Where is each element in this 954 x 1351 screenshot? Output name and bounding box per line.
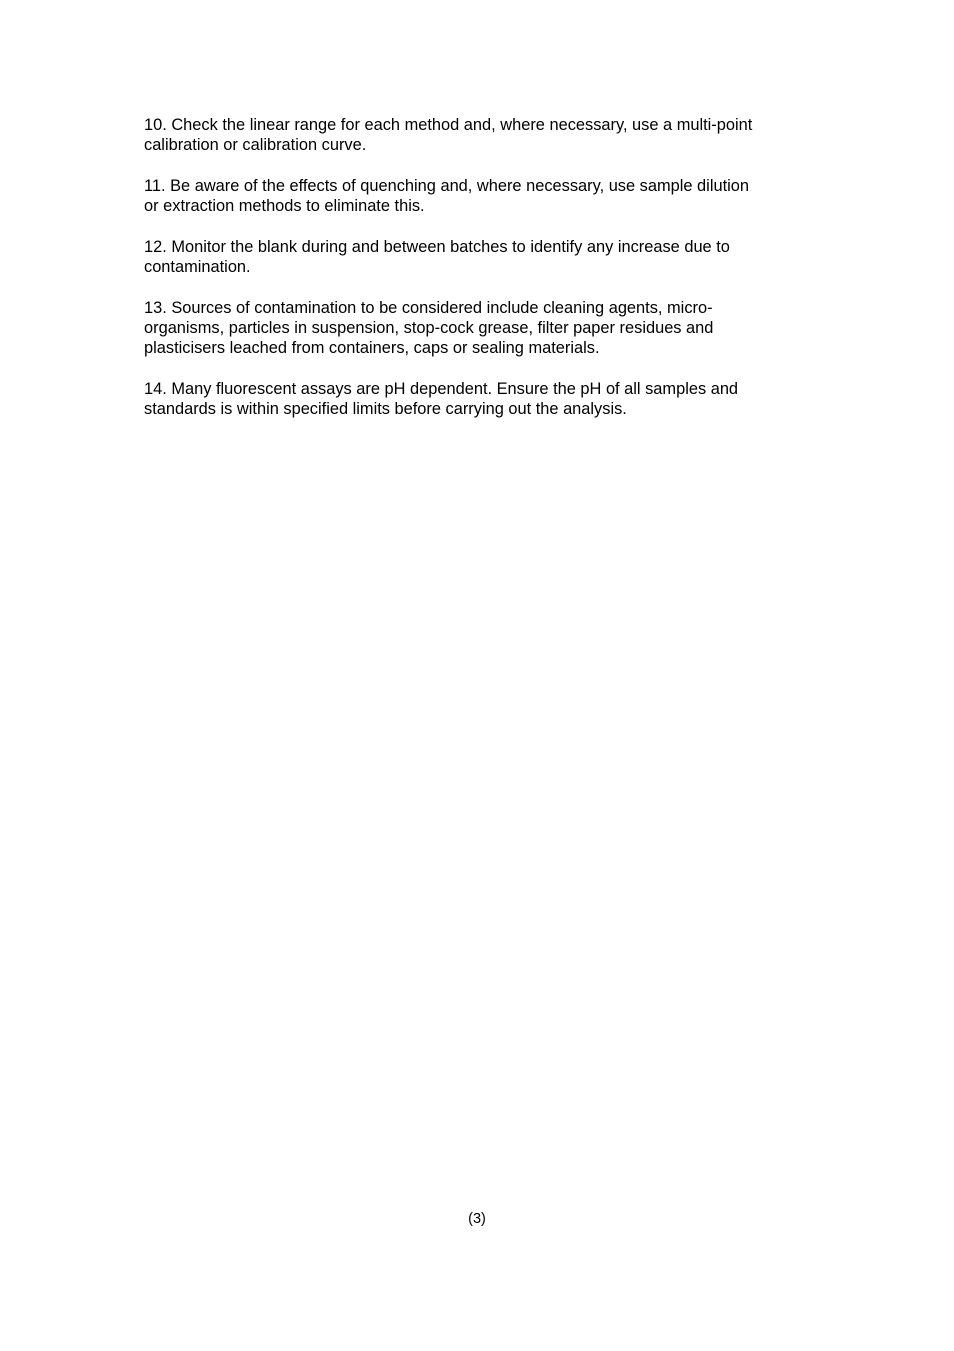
- paragraph-line: 12. Monitor the blank during and between batches to identify any increase due to: [144, 237, 730, 256]
- paragraph-line: organisms, particles in suspension, stop-cock grease, filter paper residues and: [144, 318, 714, 337]
- body-text: [144, 115, 824, 440]
- paragraph-line: 13. Sources of contamination to be considered include cleaning agents, micro-: [144, 298, 713, 317]
- paragraph-10: [144, 115, 824, 156]
- paragraph-11: [144, 176, 824, 217]
- paragraph-line: or extraction methods to eliminate this.: [144, 197, 425, 216]
- paragraph-line: standards is within specified limits before carrying out the analysis.: [144, 400, 627, 419]
- paragraph-line: 14. Many fluorescent assays are pH dependent. Ensure the pH of all samples and: [144, 379, 739, 398]
- paragraph-line: 11. Be aware of the effects of quenching and, where necessary, use sample dilution: [144, 176, 750, 195]
- paragraph-line: contamination.: [144, 258, 251, 277]
- paragraph-line: plasticisers leached from containers, caps or sealing materials.: [144, 339, 600, 358]
- paragraph-line: calibration or calibration curve.: [144, 136, 367, 155]
- paragraph-14: [144, 379, 824, 420]
- paragraph-12: [144, 237, 824, 278]
- page-number: (3): [468, 1211, 486, 1227]
- paragraph-13: [144, 298, 824, 359]
- paragraph-line: 10. Check the linear range for each method and, where necessary, use a multi-point: [144, 116, 753, 134]
